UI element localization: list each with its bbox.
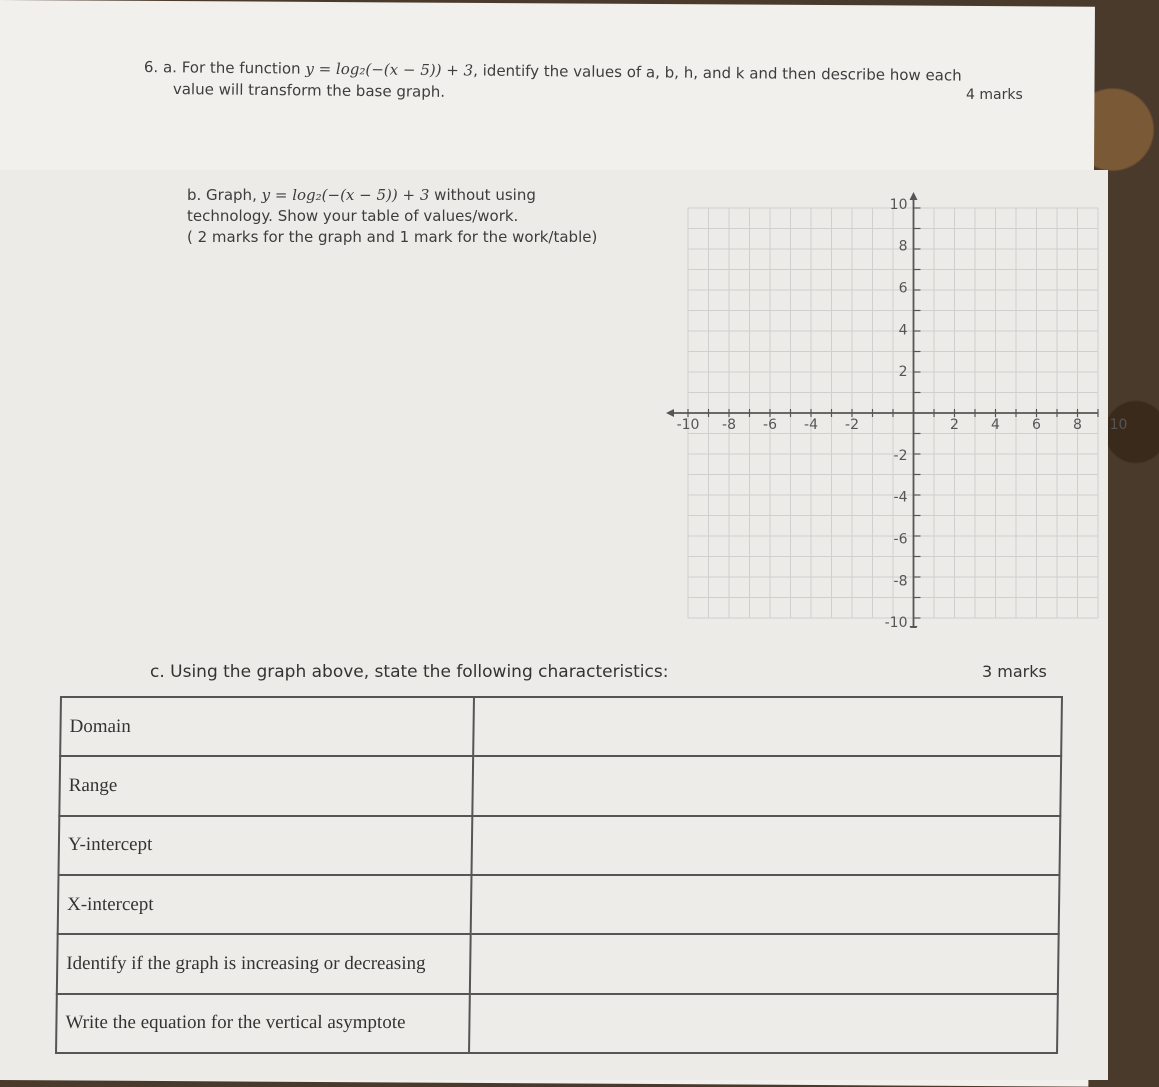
- x-tick-label: 6: [1032, 417, 1041, 433]
- x-tick-label: 2: [950, 417, 959, 433]
- table-row: [56, 994, 1058, 1053]
- x-tick-label: -8: [722, 417, 736, 433]
- marks-label-a: 4 marks: [966, 87, 1023, 103]
- row-label-y-intercept: Y-intercept: [59, 816, 473, 875]
- y-tick-label: 8: [898, 238, 908, 255]
- table-row: [59, 816, 1061, 875]
- x-axis-arrow-left-icon: [666, 409, 674, 417]
- y-tick-label: -10: [884, 615, 908, 628]
- y-tick-label: 6: [898, 280, 908, 297]
- question-part-label: b. Graph,: [187, 186, 257, 204]
- row-label-range: Range: [59, 756, 473, 815]
- axes: [666, 192, 1098, 628]
- answer-cell-range[interactable]: [472, 756, 1061, 815]
- question-part-label: a.: [162, 58, 178, 77]
- x-tick-label: 10: [1109, 417, 1128, 433]
- row-label-domain: Domain: [60, 697, 474, 756]
- table-row: [58, 875, 1060, 934]
- x-tick-label: -10: [676, 417, 700, 433]
- answer-cell-x-intercept[interactable]: [471, 875, 1060, 934]
- y-tick-label: 10: [889, 196, 908, 213]
- table-row: [59, 756, 1061, 815]
- answer-cell-y-intercept[interactable]: [472, 816, 1061, 875]
- question-6c: c. Using the graph above, state the following characteristics:: [150, 662, 669, 682]
- table-row: [57, 934, 1059, 993]
- row-label-increasing-decreasing: Identify if the graph is increasing or decreasing: [57, 934, 471, 993]
- coordinate-grid: [658, 188, 1128, 628]
- y-axis-arrow-down-icon: [910, 626, 918, 628]
- question-text: without using: [434, 186, 536, 204]
- answer-cell-increasing-decreasing[interactable]: [470, 934, 1059, 993]
- x-tick-label: -4: [804, 417, 818, 433]
- row-label-vertical-asymptote: Write the equation for the vertical asymptote: [56, 994, 470, 1053]
- characteristics-table: [55, 696, 1063, 1054]
- y-tick-label: -4: [893, 489, 908, 506]
- y-axis-arrow-up-icon: [910, 192, 918, 200]
- question-text-line2: technology. Show your table of values/work.: [187, 207, 519, 225]
- question-text-continued: , identify the values of a, b, h, and k and then describe how each: [473, 61, 962, 85]
- question-6b: [187, 185, 597, 248]
- x-tick-label: 8: [1073, 417, 1082, 433]
- row-label-x-intercept: X-intercept: [58, 875, 472, 934]
- function-equation: y = log₂(−(x − 5)) + 3: [261, 186, 430, 204]
- question-text-line3: ( 2 marks for the graph and 1 mark for the work/table): [187, 228, 598, 246]
- y-tick-label: 4: [898, 322, 908, 339]
- y-tick-label: -2: [893, 447, 908, 464]
- answer-cell-vertical-asymptote[interactable]: [469, 994, 1058, 1053]
- x-tick-label: -2: [845, 417, 859, 433]
- table-row: [60, 697, 1062, 756]
- question-6a-line2: value will transform the base graph.: [172, 80, 446, 101]
- x-tick-label: -6: [763, 417, 777, 433]
- y-tick-label: -6: [893, 531, 908, 548]
- answer-cell-domain[interactable]: [473, 697, 1062, 756]
- question-text: For the function: [181, 58, 301, 78]
- y-tick-label: -8: [893, 573, 908, 590]
- function-equation: y = log₂(−(x − 5)) + 3: [305, 59, 474, 80]
- x-axis-tick-labels: [677, 417, 1128, 433]
- y-tick-label: 2: [898, 364, 908, 381]
- question-number: 6.: [143, 58, 159, 77]
- marks-label-c: 3 marks: [982, 662, 1047, 681]
- x-tick-label: 4: [991, 417, 1000, 433]
